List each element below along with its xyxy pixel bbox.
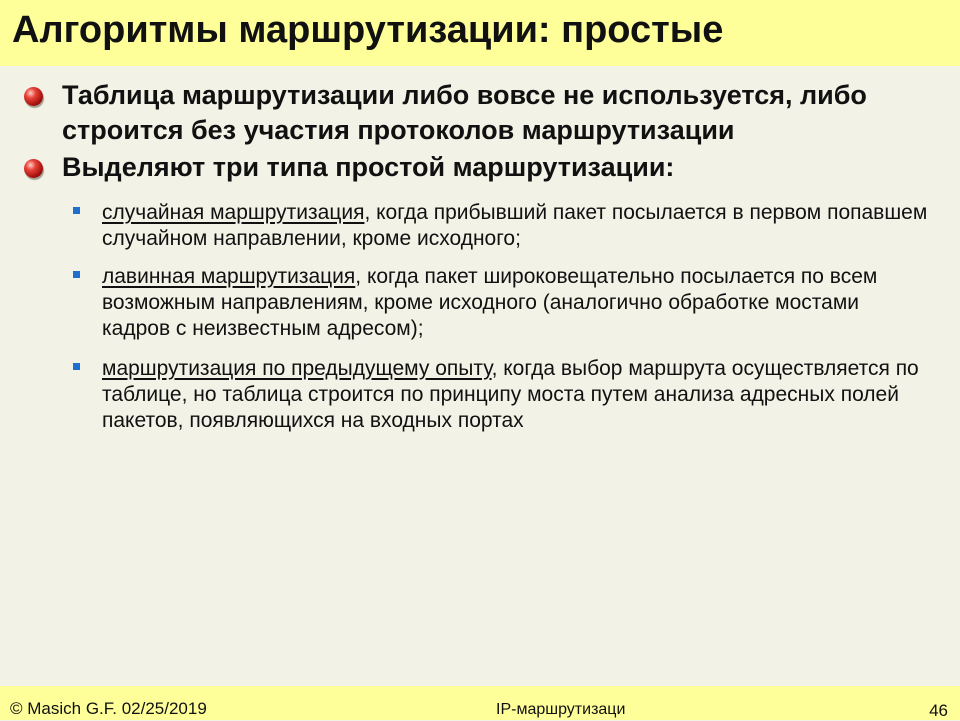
subbullet-2 bbox=[102, 264, 932, 342]
blue-square-bullet-icon bbox=[73, 207, 80, 214]
subbullet-2-term: лавинная маршрутизация bbox=[102, 265, 356, 288]
page-number: 46 bbox=[929, 701, 948, 720]
bullet-2 bbox=[62, 150, 674, 185]
subbullet-1-text: , когда прибывший пакет посылается в первом попавшем случайном направлении, кроме исходного; bbox=[102, 201, 928, 250]
slide-title: Алгоритмы маршрутизации: простые bbox=[12, 9, 724, 51]
bullet-1-text: Таблица маршрутизации либо вовсе не используется, либо строится без участия протоколов маршрутизации bbox=[62, 80, 867, 145]
blue-square-bullet-icon bbox=[73, 363, 80, 370]
slide-body bbox=[0, 66, 960, 686]
subbullet-1 bbox=[102, 200, 932, 252]
bullet-2-text: Выделяют три типа простой маршрутизации: bbox=[62, 152, 675, 182]
bullet-1 bbox=[62, 78, 960, 148]
footer-copyright: © Masich G.F. 02/25/2019 bbox=[10, 699, 207, 718]
footer-topic: IP-маршрутизаци bbox=[496, 701, 626, 718]
subbullet-3-term: маршрутизация по предыдущему опыту bbox=[102, 357, 492, 380]
red-ball-bullet-icon bbox=[24, 87, 43, 106]
subbullet-3 bbox=[102, 356, 932, 434]
subbullet-1-term: случайная маршрутизация bbox=[102, 201, 365, 224]
blue-square-bullet-icon bbox=[73, 271, 80, 278]
red-ball-bullet-icon bbox=[24, 159, 43, 178]
subbullet-2-text: , когда пакет широковещательно посылается по всем возможным направлениям, кроме исходного (аналогично обработке мостами кадров с неизвестным адресом); bbox=[102, 265, 878, 340]
subbullet-3-text: , когда выбор маршрута осуществляется по таблице, но таблица строится по принципу моста путем анализа адресных полей пакетов, появляющихся на входных портах bbox=[102, 357, 919, 432]
